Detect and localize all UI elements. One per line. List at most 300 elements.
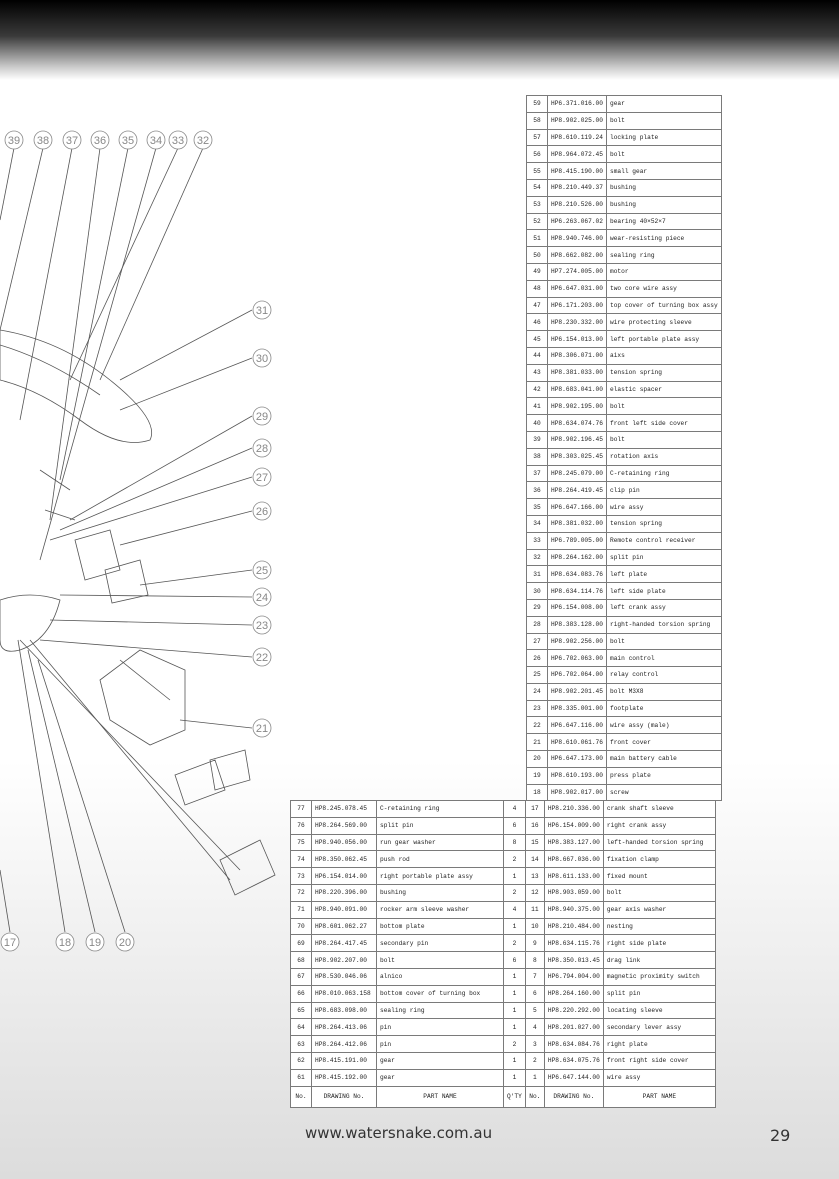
drawing-number: HP6.154.009.00 — [544, 817, 603, 834]
row-number: 18 — [527, 784, 548, 801]
callout-label: 38 — [36, 135, 50, 147]
row-number: 15 — [525, 834, 544, 851]
part-name: wire protecting sleeve — [607, 314, 722, 331]
row-number: 77 — [291, 801, 312, 818]
drawing-number: HP7.274.005.00 — [548, 263, 607, 280]
drawing-number: HP6.171.203.00 — [548, 297, 607, 314]
table-row — [291, 851, 716, 868]
table-row — [527, 213, 722, 230]
header-part: PART NAME — [377, 1086, 504, 1107]
table-row — [527, 482, 722, 499]
header-no: No. — [525, 1086, 544, 1107]
part-name: alnico — [377, 968, 504, 985]
callout-label: 36 — [93, 135, 107, 147]
drawing-number: HP6.263.067.02 — [548, 213, 607, 230]
part-name: secondary pin — [377, 935, 504, 952]
table-row — [527, 230, 722, 247]
table-row — [527, 129, 722, 146]
drawing-number: HP8.634.075.76 — [544, 1052, 603, 1069]
drawing-number: HP8.902.207.00 — [312, 952, 377, 969]
part-name: bearing 40×52×7 — [607, 213, 722, 230]
drawing-number: HP8.610.061.76 — [548, 734, 607, 751]
row-number: 71 — [291, 901, 312, 918]
part-name: gear — [377, 1069, 504, 1086]
footer-url[interactable]: www.watersnake.com.au — [305, 1124, 493, 1142]
drawing-number: HP8.210.336.00 — [544, 801, 603, 818]
table-row — [291, 884, 716, 901]
quantity: 8 — [504, 834, 526, 851]
row-number: 34 — [527, 515, 548, 532]
part-name: bushing — [607, 196, 722, 213]
drawing-number: HP8.415.190.00 — [548, 163, 607, 180]
row-number: 63 — [291, 1036, 312, 1053]
row-number: 54 — [527, 179, 548, 196]
table-row — [291, 817, 716, 834]
table-row — [527, 532, 722, 549]
row-number: 29 — [527, 599, 548, 616]
quantity: 4 — [504, 801, 526, 818]
row-number: 55 — [527, 163, 548, 180]
part-name: left portable plate assy — [607, 331, 722, 348]
drawing-number: HP8.264.162.00 — [548, 549, 607, 566]
part-name: secondary lever assy — [603, 1019, 715, 1036]
part-name: gear axis washer — [603, 901, 715, 918]
drawing-number: HP8.381.033.00 — [548, 364, 607, 381]
row-number: 8 — [525, 952, 544, 969]
table-header — [291, 1086, 716, 1107]
part-name: left side plate — [607, 583, 722, 600]
drawing-number: HP8.662.082.00 — [548, 247, 607, 264]
drawing-number: HP8.902.017.00 — [548, 784, 607, 801]
row-number: 61 — [291, 1069, 312, 1086]
table-row — [527, 734, 722, 751]
drawing-number: HP6.794.004.00 — [544, 968, 603, 985]
callout-label: 33 — [171, 135, 185, 147]
callout-label: 29 — [255, 411, 269, 423]
callout-label: 34 — [149, 135, 163, 147]
part-name: footplate — [607, 700, 722, 717]
row-number: 72 — [291, 884, 312, 901]
part-name: rotation axis — [607, 448, 722, 465]
part-name: run gear washer — [377, 834, 504, 851]
part-name: bolt M3X8 — [607, 683, 722, 700]
part-name: C-retaining ring — [377, 801, 504, 818]
part-name: drag link — [603, 952, 715, 969]
row-number: 6 — [525, 985, 544, 1002]
drawing-number: HP8.210.526.00 — [548, 196, 607, 213]
row-number: 9 — [525, 935, 544, 952]
callout-label: 17 — [3, 937, 17, 949]
row-number: 68 — [291, 952, 312, 969]
part-name: magnetic proximity switch — [603, 968, 715, 985]
row-number: 28 — [527, 616, 548, 633]
table-row — [527, 163, 722, 180]
table-row — [291, 1052, 716, 1069]
callout-label: 31 — [255, 305, 269, 317]
drawing-number: HP6.371.016.00 — [548, 96, 607, 113]
drawing-number: HP8.683.098.00 — [312, 1002, 377, 1019]
row-number: 30 — [527, 583, 548, 600]
table-row — [527, 566, 722, 583]
table-row — [291, 1069, 716, 1086]
drawing-number: HP8.940.091.00 — [312, 901, 377, 918]
table-row — [291, 985, 716, 1002]
table-row — [527, 650, 722, 667]
drawing-number: HP8.264.160.00 — [544, 985, 603, 1002]
part-name: front cover — [607, 734, 722, 751]
table-row — [527, 499, 722, 516]
table-row — [527, 247, 722, 264]
header-qty: Q'TY — [504, 1086, 526, 1107]
row-number: 45 — [527, 331, 548, 348]
part-name: relay control — [607, 667, 722, 684]
part-name: left-handed torsion spring — [603, 834, 715, 851]
table-row — [527, 717, 722, 734]
part-name: main control — [607, 650, 722, 667]
table-row — [527, 112, 722, 129]
callout-label: 22 — [255, 652, 269, 664]
table-row — [527, 314, 722, 331]
table-row — [527, 751, 722, 768]
drawing-number: HP6.154.008.00 — [548, 599, 607, 616]
row-number: 42 — [527, 381, 548, 398]
part-name: push rod — [377, 851, 504, 868]
part-name: right portable plate assy — [377, 868, 504, 885]
row-number: 7 — [525, 968, 544, 985]
row-number: 23 — [527, 700, 548, 717]
part-name: pin — [377, 1019, 504, 1036]
row-number: 66 — [291, 985, 312, 1002]
drawing-number: HP8.245.079.00 — [548, 465, 607, 482]
drawing-number: HP8.667.036.00 — [544, 851, 603, 868]
drawing-number: HP8.610.119.24 — [548, 129, 607, 146]
drawing-number: HP8.210.484.00 — [544, 918, 603, 935]
drawing-number: HP8.264.412.06 — [312, 1036, 377, 1053]
drawing-number: HP8.210.449.37 — [548, 179, 607, 196]
drawing-number: HP8.383.127.00 — [544, 834, 603, 851]
row-number: 13 — [525, 868, 544, 885]
callout-label: 28 — [255, 443, 269, 455]
part-name: wear-resisting piece — [607, 230, 722, 247]
table-row — [291, 1002, 716, 1019]
drawing-number: HP8.306.071.00 — [548, 347, 607, 364]
part-name: locating sleeve — [603, 1002, 715, 1019]
table-row — [527, 96, 722, 113]
drawing-number: HP8.940.056.00 — [312, 834, 377, 851]
row-number: 56 — [527, 146, 548, 163]
row-number: 49 — [527, 263, 548, 280]
table-row — [291, 968, 716, 985]
drawing-number: HP8.220.396.00 — [312, 884, 377, 901]
header-drawing: DRAWING No. — [312, 1086, 377, 1107]
quantity: 2 — [504, 935, 526, 952]
row-number: 52 — [527, 213, 548, 230]
drawing-number: HP8.220.292.00 — [544, 1002, 603, 1019]
drawing-number: HP8.530.046.06 — [312, 968, 377, 985]
row-number: 2 — [525, 1052, 544, 1069]
part-name: tension spring — [607, 515, 722, 532]
table-row — [527, 767, 722, 784]
callout-label: 21 — [255, 723, 269, 735]
row-number: 36 — [527, 482, 548, 499]
part-name: screw — [607, 784, 722, 801]
drawing-number: HP6.702.064.00 — [548, 667, 607, 684]
header-drawing: DRAWING No. — [544, 1086, 603, 1107]
table-row — [527, 599, 722, 616]
drawing-number: HP8.634.074.76 — [548, 415, 607, 432]
drawing-number: HP6.154.014.00 — [312, 868, 377, 885]
row-number: 50 — [527, 247, 548, 264]
drawing-number: HP6.647.173.00 — [548, 751, 607, 768]
drawing-number: HP8.611.133.00 — [544, 868, 603, 885]
part-name: sealing ring — [377, 1002, 504, 1019]
drawing-number: HP8.903.059.00 — [544, 884, 603, 901]
quantity: 6 — [504, 817, 526, 834]
row-number: 32 — [527, 549, 548, 566]
row-number: 25 — [527, 667, 548, 684]
callout-label: 19 — [88, 937, 102, 949]
quantity: 1 — [504, 1052, 526, 1069]
table-row — [291, 901, 716, 918]
row-number: 39 — [527, 431, 548, 448]
part-name: bolt — [607, 633, 722, 650]
callout-label: 23 — [255, 620, 269, 632]
part-name: motor — [607, 263, 722, 280]
quantity: 1 — [504, 985, 526, 1002]
table-row — [527, 784, 722, 801]
drawing-number: HP8.335.001.00 — [548, 700, 607, 717]
table-row — [527, 616, 722, 633]
row-number: 37 — [527, 465, 548, 482]
row-number: 64 — [291, 1019, 312, 1036]
row-number: 58 — [527, 112, 548, 129]
row-number: 38 — [527, 448, 548, 465]
table-row — [527, 297, 722, 314]
quantity: 1 — [504, 968, 526, 985]
part-name: main battery cable — [607, 751, 722, 768]
table-row — [291, 868, 716, 885]
part-name: elastic spacer — [607, 381, 722, 398]
row-number: 40 — [527, 415, 548, 432]
row-number: 17 — [525, 801, 544, 818]
table-row — [527, 347, 722, 364]
callout-label: 18 — [58, 937, 72, 949]
part-name: pin — [377, 1036, 504, 1053]
part-name: bottom cover of turning box — [377, 985, 504, 1002]
row-number: 27 — [527, 633, 548, 650]
row-number: 69 — [291, 935, 312, 952]
row-number: 11 — [525, 901, 544, 918]
table-row — [291, 918, 716, 935]
drawing-number: HP8.381.032.00 — [548, 515, 607, 532]
row-number: 74 — [291, 851, 312, 868]
row-number: 62 — [291, 1052, 312, 1069]
quantity: 2 — [504, 851, 526, 868]
row-number: 3 — [525, 1036, 544, 1053]
part-name: sealing ring — [607, 247, 722, 264]
drawing-number: HP8.264.419.45 — [548, 482, 607, 499]
part-name: press plate — [607, 767, 722, 784]
part-name: bushing — [607, 179, 722, 196]
drawing-number: HP8.201.027.00 — [544, 1019, 603, 1036]
drawing-number: HP8.940.746.00 — [548, 230, 607, 247]
page-number: 29 — [770, 1126, 791, 1145]
drawing-number: HP8.940.375.00 — [544, 901, 603, 918]
part-name: right side plate — [603, 935, 715, 952]
drawing-number: HP8.601.062.27 — [312, 918, 377, 935]
table-row — [527, 549, 722, 566]
row-number: 4 — [525, 1019, 544, 1036]
part-name: two core wire assy — [607, 280, 722, 297]
drawing-number: HP8.350.062.45 — [312, 851, 377, 868]
table-row — [527, 398, 722, 415]
part-name: bolt — [603, 884, 715, 901]
table-row — [527, 515, 722, 532]
part-name: Remote control receiver — [607, 532, 722, 549]
drawing-number: HP8.010.063.158 — [312, 985, 377, 1002]
table-row — [291, 834, 716, 851]
drawing-number: HP8.264.417.45 — [312, 935, 377, 952]
quantity: 1 — [504, 868, 526, 885]
row-number: 65 — [291, 1002, 312, 1019]
row-number: 67 — [291, 968, 312, 985]
row-number: 43 — [527, 364, 548, 381]
table-row — [527, 683, 722, 700]
part-name: small gear — [607, 163, 722, 180]
table-row — [291, 952, 716, 969]
callout-label: 20 — [118, 937, 132, 949]
part-name: bolt — [607, 146, 722, 163]
table-row — [291, 935, 716, 952]
row-number: 48 — [527, 280, 548, 297]
callout-label: 39 — [7, 135, 21, 147]
row-number: 33 — [527, 532, 548, 549]
callout-label: 37 — [65, 135, 79, 147]
row-number: 22 — [527, 717, 548, 734]
part-name: bolt — [607, 398, 722, 415]
table-row — [527, 196, 722, 213]
drawing-number: HP8.415.191.00 — [312, 1052, 377, 1069]
header-part: PART NAME — [603, 1086, 715, 1107]
part-name: wire assy (male) — [607, 717, 722, 734]
part-name: gear — [377, 1052, 504, 1069]
table-row — [527, 280, 722, 297]
row-number: 31 — [527, 566, 548, 583]
drawing-number: HP8.634.115.76 — [544, 935, 603, 952]
part-name: left plate — [607, 566, 722, 583]
row-number: 35 — [527, 499, 548, 516]
drawing-number: HP8.415.192.00 — [312, 1069, 377, 1086]
quantity: 1 — [504, 918, 526, 935]
row-number: 44 — [527, 347, 548, 364]
part-name: clip pin — [607, 482, 722, 499]
quantity: 1 — [504, 1002, 526, 1019]
table-row — [527, 465, 722, 482]
drawing-number: HP8.902.025.00 — [548, 112, 607, 129]
drawing-number: HP8.902.256.00 — [548, 633, 607, 650]
drawing-number: HP8.634.084.76 — [544, 1036, 603, 1053]
row-number: 59 — [527, 96, 548, 113]
drawing-number: HP6.647.144.00 — [544, 1069, 603, 1086]
row-number: 75 — [291, 834, 312, 851]
part-name: fixation clamp — [603, 851, 715, 868]
part-name: split pin — [603, 985, 715, 1002]
drawing-number: HP8.634.083.76 — [548, 566, 607, 583]
quantity: 4 — [504, 901, 526, 918]
table-row — [527, 431, 722, 448]
part-name: bolt — [377, 952, 504, 969]
callout-label: 32 — [196, 135, 210, 147]
callout-label: 35 — [121, 135, 135, 147]
table-row — [527, 633, 722, 650]
drawing-number: HP8.902.201.45 — [548, 683, 607, 700]
drawing-number: HP6.647.166.00 — [548, 499, 607, 516]
drawing-number: HP8.230.332.00 — [548, 314, 607, 331]
drawing-number: HP8.902.196.45 — [548, 431, 607, 448]
callout-label: 30 — [255, 353, 269, 365]
row-number: 57 — [527, 129, 548, 146]
drawing-number: HP8.610.193.00 — [548, 767, 607, 784]
row-number: 76 — [291, 817, 312, 834]
row-number: 26 — [527, 650, 548, 667]
row-number: 21 — [527, 734, 548, 751]
header-no: No. — [291, 1086, 312, 1107]
part-name: crank shaft sleeve — [603, 801, 715, 818]
row-number: 1 — [525, 1069, 544, 1086]
part-name: rocker arm sleeve washer — [377, 901, 504, 918]
table-row — [527, 146, 722, 163]
callout-label: 26 — [255, 506, 269, 518]
table-row — [527, 415, 722, 432]
part-name: right-handed torsion spring — [607, 616, 722, 633]
row-number: 14 — [525, 851, 544, 868]
table-row — [527, 667, 722, 684]
row-number: 41 — [527, 398, 548, 415]
part-name: C-retaining ring — [607, 465, 722, 482]
drawing-number: HP6.702.063.00 — [548, 650, 607, 667]
table-row — [527, 700, 722, 717]
drawing-number: HP8.683.041.00 — [548, 381, 607, 398]
row-number: 12 — [525, 884, 544, 901]
quantity: 1 — [504, 1019, 526, 1036]
drawing-number: HP8.303.025.45 — [548, 448, 607, 465]
drawing-number: HP6.154.013.00 — [548, 331, 607, 348]
row-number: 73 — [291, 868, 312, 885]
part-name: locking plate — [607, 129, 722, 146]
part-name: bottom plate — [377, 918, 504, 935]
callout-label: 24 — [255, 592, 269, 604]
drawing-number: HP8.964.072.45 — [548, 146, 607, 163]
quantity: 2 — [504, 1036, 526, 1053]
part-name: split pin — [607, 549, 722, 566]
table-row — [527, 179, 722, 196]
part-name: front right side cover — [603, 1052, 715, 1069]
table-row — [527, 331, 722, 348]
part-name: bushing — [377, 884, 504, 901]
row-number: 53 — [527, 196, 548, 213]
quantity: 2 — [504, 884, 526, 901]
table-row — [527, 263, 722, 280]
part-name: fixed mount — [603, 868, 715, 885]
part-name: right plate — [603, 1036, 715, 1053]
drawing-number: HP8.383.128.00 — [548, 616, 607, 633]
drawing-number: HP6.789.005.00 — [548, 532, 607, 549]
table-row — [291, 1019, 716, 1036]
part-name: bolt — [607, 112, 722, 129]
drawing-number: HP8.264.569.00 — [312, 817, 377, 834]
callout-label: 25 — [255, 565, 269, 577]
row-number: 46 — [527, 314, 548, 331]
